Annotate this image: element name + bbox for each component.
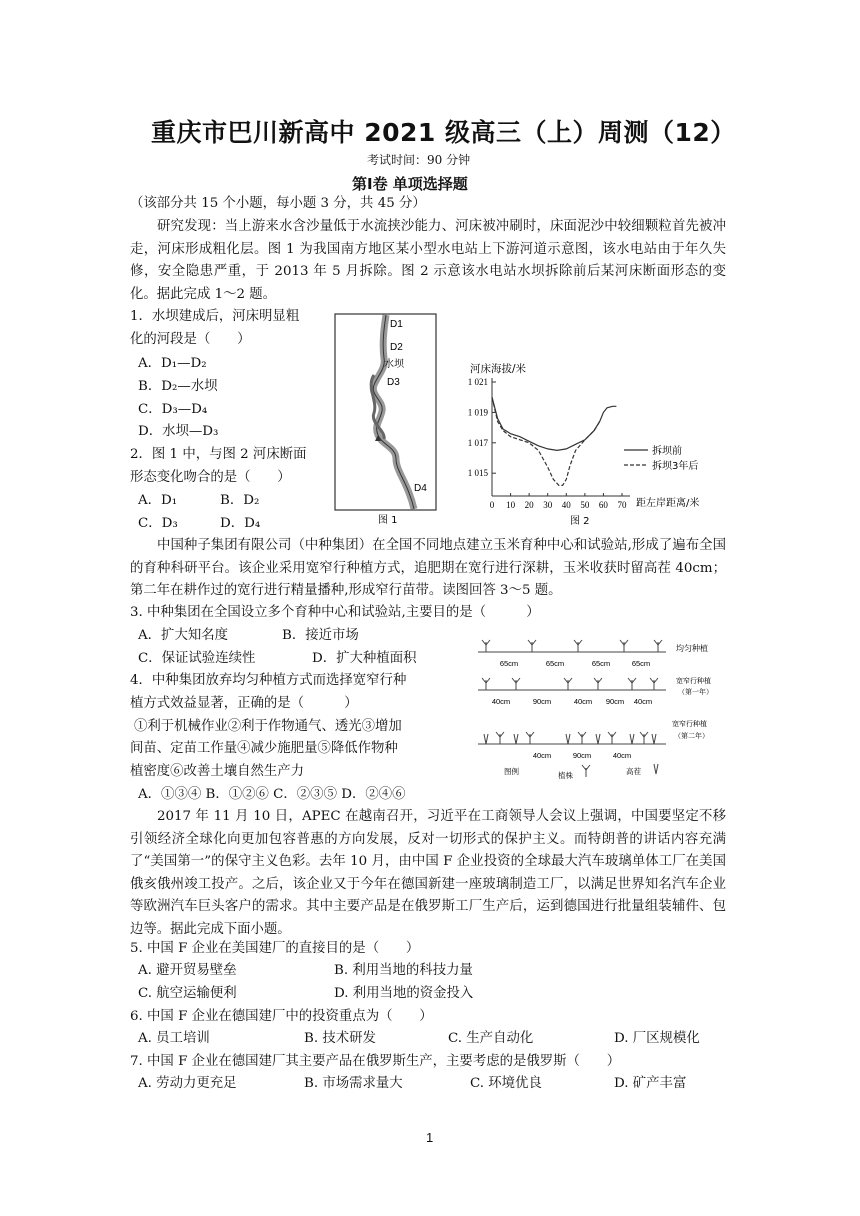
q1-stem-line1: 1．水坝建成后，河床明显粗 — [130, 309, 300, 324]
fig1-label-d1: D1 — [390, 319, 403, 330]
plant-mark — [574, 640, 582, 652]
legend-before-label: 拆坝前 — [652, 446, 682, 457]
plant-mark — [608, 732, 616, 744]
plant-mark — [496, 732, 504, 744]
stubble-mark — [484, 734, 488, 744]
q2-stem-line1: 2．图 1 中，与图 2 河床断面 — [130, 447, 307, 462]
spacing-label: 40cm — [491, 697, 511, 706]
fig2-xtick-label: 0 — [489, 500, 495, 510]
planting-diagram — [476, 628, 732, 780]
q2-option-c: C．D₃ — [138, 516, 178, 531]
q6-option-c: C. 生产自动化 — [448, 1031, 534, 1046]
fig2-xtick-label: 40 — [561, 500, 571, 510]
plant-mark — [482, 678, 490, 690]
fig2-xtick-label: 50 — [580, 500, 590, 510]
fig2-ytick-label: 1 015 — [467, 468, 488, 479]
q7-option-b: B. 市场需求量大 — [304, 1076, 403, 1091]
fig2-xtick-label: 30 — [543, 500, 553, 510]
q6-option-a: A. 员工培训 — [138, 1031, 210, 1046]
q2-stem-line2: 形态变化吻合的是（ ） — [130, 470, 291, 485]
fig1-label-d4: D4 — [414, 483, 427, 494]
legend-title: 图例 — [504, 767, 519, 776]
fig2-xtick-label: 20 — [524, 500, 534, 510]
q1-option-c: C．D₃—D₄ — [138, 402, 208, 417]
page-number: 1 — [426, 1130, 434, 1145]
fig2-xtick-label: 10 — [506, 500, 516, 510]
plant-mark — [528, 640, 536, 652]
plant-mark — [526, 732, 534, 744]
q7-stem: 7. 中国 F 企业在德国建厂其主要产品在俄罗斯生产，主要考虑的是俄罗斯（ ） — [130, 1054, 621, 1069]
plant-mark — [578, 732, 586, 744]
q6-option-b: B. 技术研发 — [304, 1031, 376, 1046]
q2-option-a: A．D₁ — [138, 493, 178, 508]
q6-option-d: D. 厂区规模化 — [614, 1031, 700, 1046]
spacing-label: 40cm — [573, 697, 593, 706]
spacing-label: 65cm — [591, 659, 611, 668]
q1-stem-line2: 化的河段是（ ） — [130, 332, 251, 347]
q4-statements-line1: ①利于机械作业②利于作物通气、透光③增加 — [134, 719, 402, 734]
spacing-label: 40cm — [532, 751, 552, 760]
stubble-mark — [566, 734, 570, 744]
q4-statements-line2: 间苗、定苗工作量④减少施肥量⑤降低作物种 — [130, 741, 398, 756]
exam-time: 考试时间：90 分钟 — [367, 153, 471, 167]
legend-after-label: 拆坝3年后 — [652, 461, 699, 472]
q5-option-c: C. 航空运输便利 — [138, 986, 237, 1001]
fig2-caption: 图 2 — [570, 516, 590, 527]
plant-mark — [654, 640, 662, 652]
stubble-mark — [652, 734, 656, 744]
spacing-label: 40cm — [633, 697, 653, 706]
row2-sublabel: （第一年） — [678, 688, 713, 696]
legend-plant-label: 植株 — [558, 771, 573, 780]
legend-stubble-icon — [654, 764, 658, 774]
stubble-mark — [514, 734, 518, 744]
passage-2: 中国种子集团有限公司（中种集团）在全国不同地点建立玉米育种中心和试验站,形成了遍布全国的育种科研平台。该企业采用宽窄行种植方式，追肥期在宽行进行深耕，玉米收获时留高茬 40cm；第二年在耕作过的宽行进行精量播种,形成窄行苗带。读图回答 3～5 题。 — [130, 538, 726, 599]
q2-option-d: D．D₄ — [220, 516, 261, 531]
fig2-ytick-label: 1 017 — [467, 437, 488, 448]
q5-stem: 5. 中国 F 企业在美国建厂的直接目的是（ ） — [130, 941, 420, 956]
plant-mark — [628, 678, 636, 690]
legend-stubble-label: 高茬 — [626, 767, 641, 776]
fig2-xtick-label: 70 — [617, 500, 627, 510]
q2-option-b: B．D₂ — [220, 493, 260, 508]
series-after-line — [492, 397, 600, 485]
q3-option-b: B．接近市场 — [282, 628, 359, 643]
q6-stem: 6. 中国 F 企业在德国建厂中的投资重点为（ ） — [130, 1009, 433, 1024]
passage-3: 2017 年 11 月 10 日，APEC 在越南召开，习近平在工商领导人会议上强调，中国要坚定不移引领经济全球化向更加包容普惠的方向发展，反对一切形式的保护主义。而特朗普的讲话内容充满了“美国第一”的保守主义色彩。去年 10 月，由中国 F 企业投资的全球最大汽车玻璃单体工厂在美国俄亥俄州竣工投产。之后，该企业又于今年在德国新建一座玻璃制造工厂，以满足世界知名汽车企业等欧洲汽车巨头客户的需求。其中主要产品是在俄罗斯工厂生产后，运到德国进行批量组装辅件、包边等。据此完成下面小题。 — [130, 809, 726, 937]
fig1-caption: 图 1 — [378, 515, 398, 525]
q3-stem: 3. 中种集团在全国设立多个育种中心和试验站,主要目的是（ ） — [130, 605, 540, 620]
figure-1-river-map — [334, 313, 438, 525]
row1-label: 均匀种植 — [676, 644, 708, 653]
q4-stem-line1: 4．中种集团放弃均匀种植方式而选择宽窄行种 — [130, 673, 407, 688]
q1-option-b: B．D₂—水坝 — [138, 379, 218, 394]
figure-2-riverbed-chart — [452, 360, 722, 530]
row3-sublabel: （第二年） — [674, 732, 709, 740]
q5-option-d: D. 利用当地的资金投入 — [334, 986, 474, 1001]
page-title: 重庆市巴川新高中 2021 级高三（上）周测（12） — [151, 118, 736, 147]
spacing-label: 40cm — [612, 751, 632, 760]
q3-option-c: C．保证试验连续性 — [138, 651, 256, 666]
q5-option-b: B. 利用当地的科技力量 — [334, 963, 473, 978]
q1-option-a: A．D₁—D₂ — [138, 356, 207, 371]
q4-stem-line2: 植方式效益显著，正确的是（ ） — [130, 696, 358, 711]
plant-mark — [640, 732, 648, 744]
fig2-xtick-label: 60 — [598, 500, 608, 510]
stubble-mark — [630, 734, 634, 744]
fig1-label-dam: 水坝 — [384, 359, 404, 370]
plant-mark — [564, 678, 572, 690]
spacing-label: 65cm — [545, 659, 565, 668]
row3-label: 宽窄行种植 — [672, 720, 707, 728]
q4-statements-line3: 植密度⑥改善土壤自然生产力 — [130, 764, 305, 779]
q7-option-d: D. 矿产丰富 — [614, 1076, 687, 1091]
spacing-label: 65cm — [631, 659, 651, 668]
fig1-label-d2: D2 — [390, 342, 403, 353]
q7-option-c: C. 环境优良 — [470, 1076, 542, 1091]
spacing-label: 90cm — [605, 697, 625, 706]
spacing-label: 90cm — [572, 751, 592, 760]
stubble-mark — [596, 734, 600, 744]
plant-mark — [620, 640, 628, 652]
plant-mark — [594, 678, 602, 690]
q1-option-d: D．水坝—D₃ — [138, 424, 219, 439]
q3-option-d: D．扩大种植面积 — [312, 651, 417, 666]
spacing-label: 90cm — [532, 697, 552, 706]
fig1-label-d3: D3 — [387, 377, 400, 388]
q7-option-a: A. 劳动力更充足 — [138, 1076, 237, 1091]
q4-choices: A．①③④ B．①②⑥ C．②③⑤ D．②④⑥ — [138, 787, 406, 802]
fig2-ytick-label: 1 021 — [467, 377, 488, 387]
row2-label: 宽窄行种植 — [676, 677, 711, 685]
passage-1: 研究发现：当上游来水含沙量低于水流挟沙能力、河床被冲刷时，床面泥沙中较细颗粒首先被冲走，河床形成粗化层。图 1 为我国南方地区某小型水电站上下游河道示意图，该水电站由于年久失修，安全隐患严重，于 2013 年 5 月拆除。图 2 示意该水电站水坝拆除前后某河床断面形态的变化。据此完成 1～2 题。 — [130, 219, 726, 302]
fig2-ytick-label: 1 019 — [467, 407, 488, 418]
fig2-xlabel: 距左岸距离/米 — [636, 498, 700, 509]
plant-mark — [512, 678, 520, 690]
section-heading: 第Ⅰ卷 单项选择题 — [352, 175, 468, 193]
plant-mark — [650, 678, 658, 690]
plant-mark — [482, 640, 490, 652]
spacing-label: 65cm — [499, 659, 519, 668]
legend-plant-icon — [582, 765, 590, 777]
q3-option-a: A．扩大知名度 — [138, 628, 229, 643]
section-note: （该部分共 15 个小题，每小题 3 分，共 45 分） — [130, 196, 426, 211]
q5-option-a: A. 避开贸易壁垒 — [138, 963, 237, 978]
fig2-ylabel: 河床海拔/米 — [470, 363, 527, 375]
